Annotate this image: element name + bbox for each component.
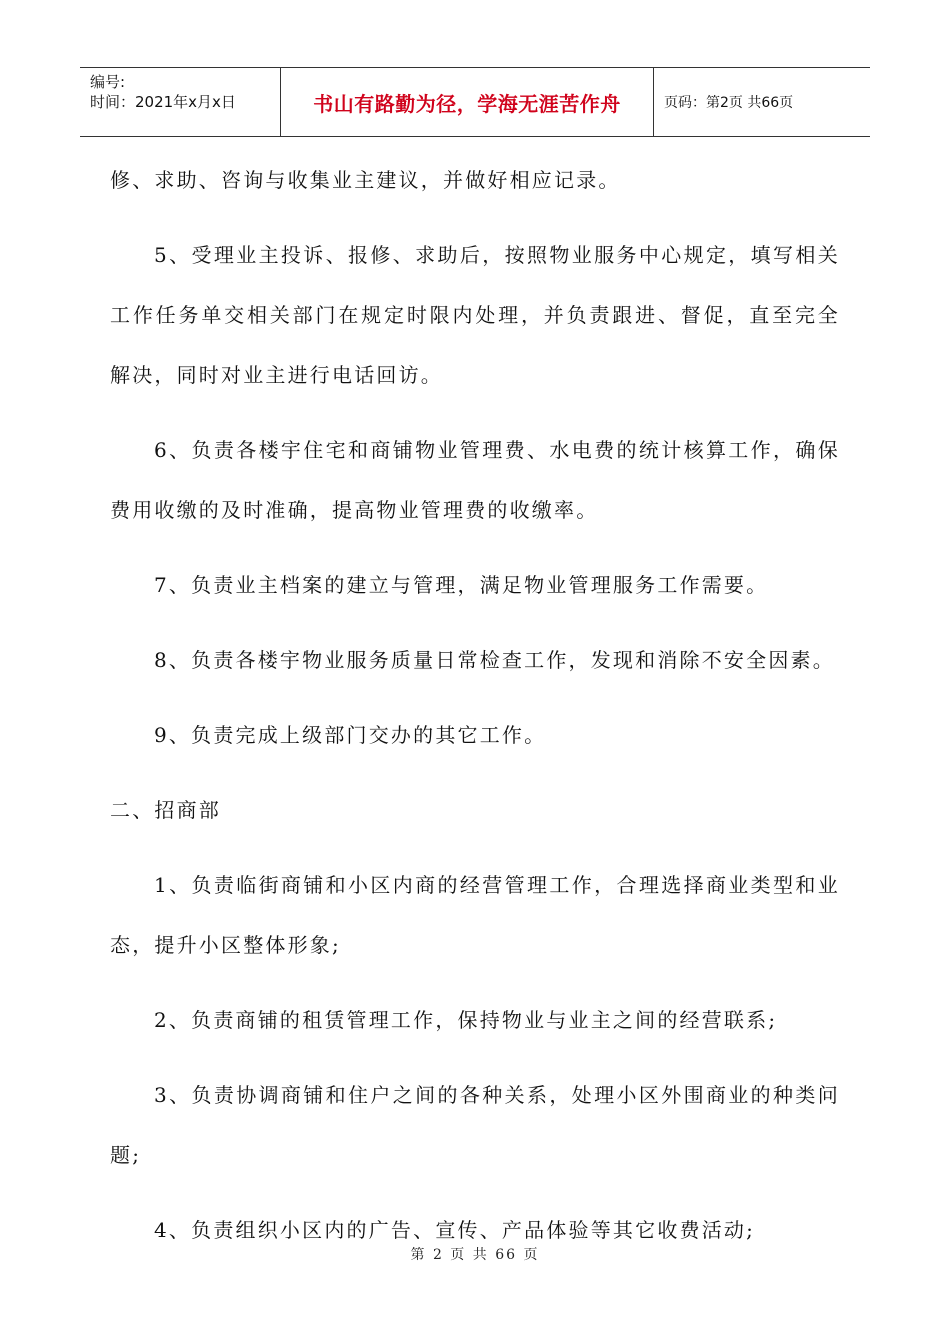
header-page-info: 页码：第2页 共66页: [664, 95, 794, 111]
paragraph: 6、负责各楼宇住宅和商铺物业管理费、水电费的统计核算工作，确保费用收缴的及时准确，提高物业管理费的收缴率。: [110, 438, 840, 522]
paragraph: 1、负责临街商铺和小区内商的经营管理工作，合理选择商业类型和业态，提升小区整体形象;: [110, 873, 840, 957]
document-number-label: 编号:: [90, 73, 126, 91]
header-page-cell: [654, 68, 870, 136]
paragraph: 3、负责协调商铺和住户之间的各种关系，处理小区外围商业的种类问题;: [110, 1083, 840, 1167]
paragraph: 7、负责业主档案的建立与管理，满足物业管理服务工作需要。: [154, 573, 769, 597]
paragraph: 2、负责商铺的租赁管理工作，保持物业与业主之间的经营联系;: [154, 1008, 778, 1032]
header-motto-cell: [281, 68, 654, 136]
section-heading: 二、招商部: [110, 798, 221, 822]
paragraph: 4、负责组织小区内的广告、宣传、产品体验等其它收费活动;: [154, 1218, 756, 1242]
page-footer: 第 2 页 共 66 页: [410, 1247, 540, 1263]
document-body: [110, 150, 840, 1275]
header-motto: 书山有路勤为径，学海无涯苦作舟: [313, 91, 621, 116]
paragraph: 修、求助、咨询与收集业主建议，并做好相应记录。: [110, 168, 621, 192]
page-header: [80, 67, 870, 137]
header-meta-cell: [80, 68, 281, 136]
paragraph: 5、受理业主投诉、报修、求助后，按照物业服务中心规定，填写相关工作任务单交相关部门在规定时限内处理，并负责跟进、督促，直至完全解决，同时对业主进行电话回访。: [110, 243, 840, 387]
paragraph: 9、负责完成上级部门交办的其它工作。: [154, 723, 547, 747]
paragraph: 8、负责各楼宇物业服务质量日常检查工作，发现和消除不安全因素。: [154, 648, 835, 672]
document-date: 时间：2021年x月x日: [90, 93, 236, 111]
